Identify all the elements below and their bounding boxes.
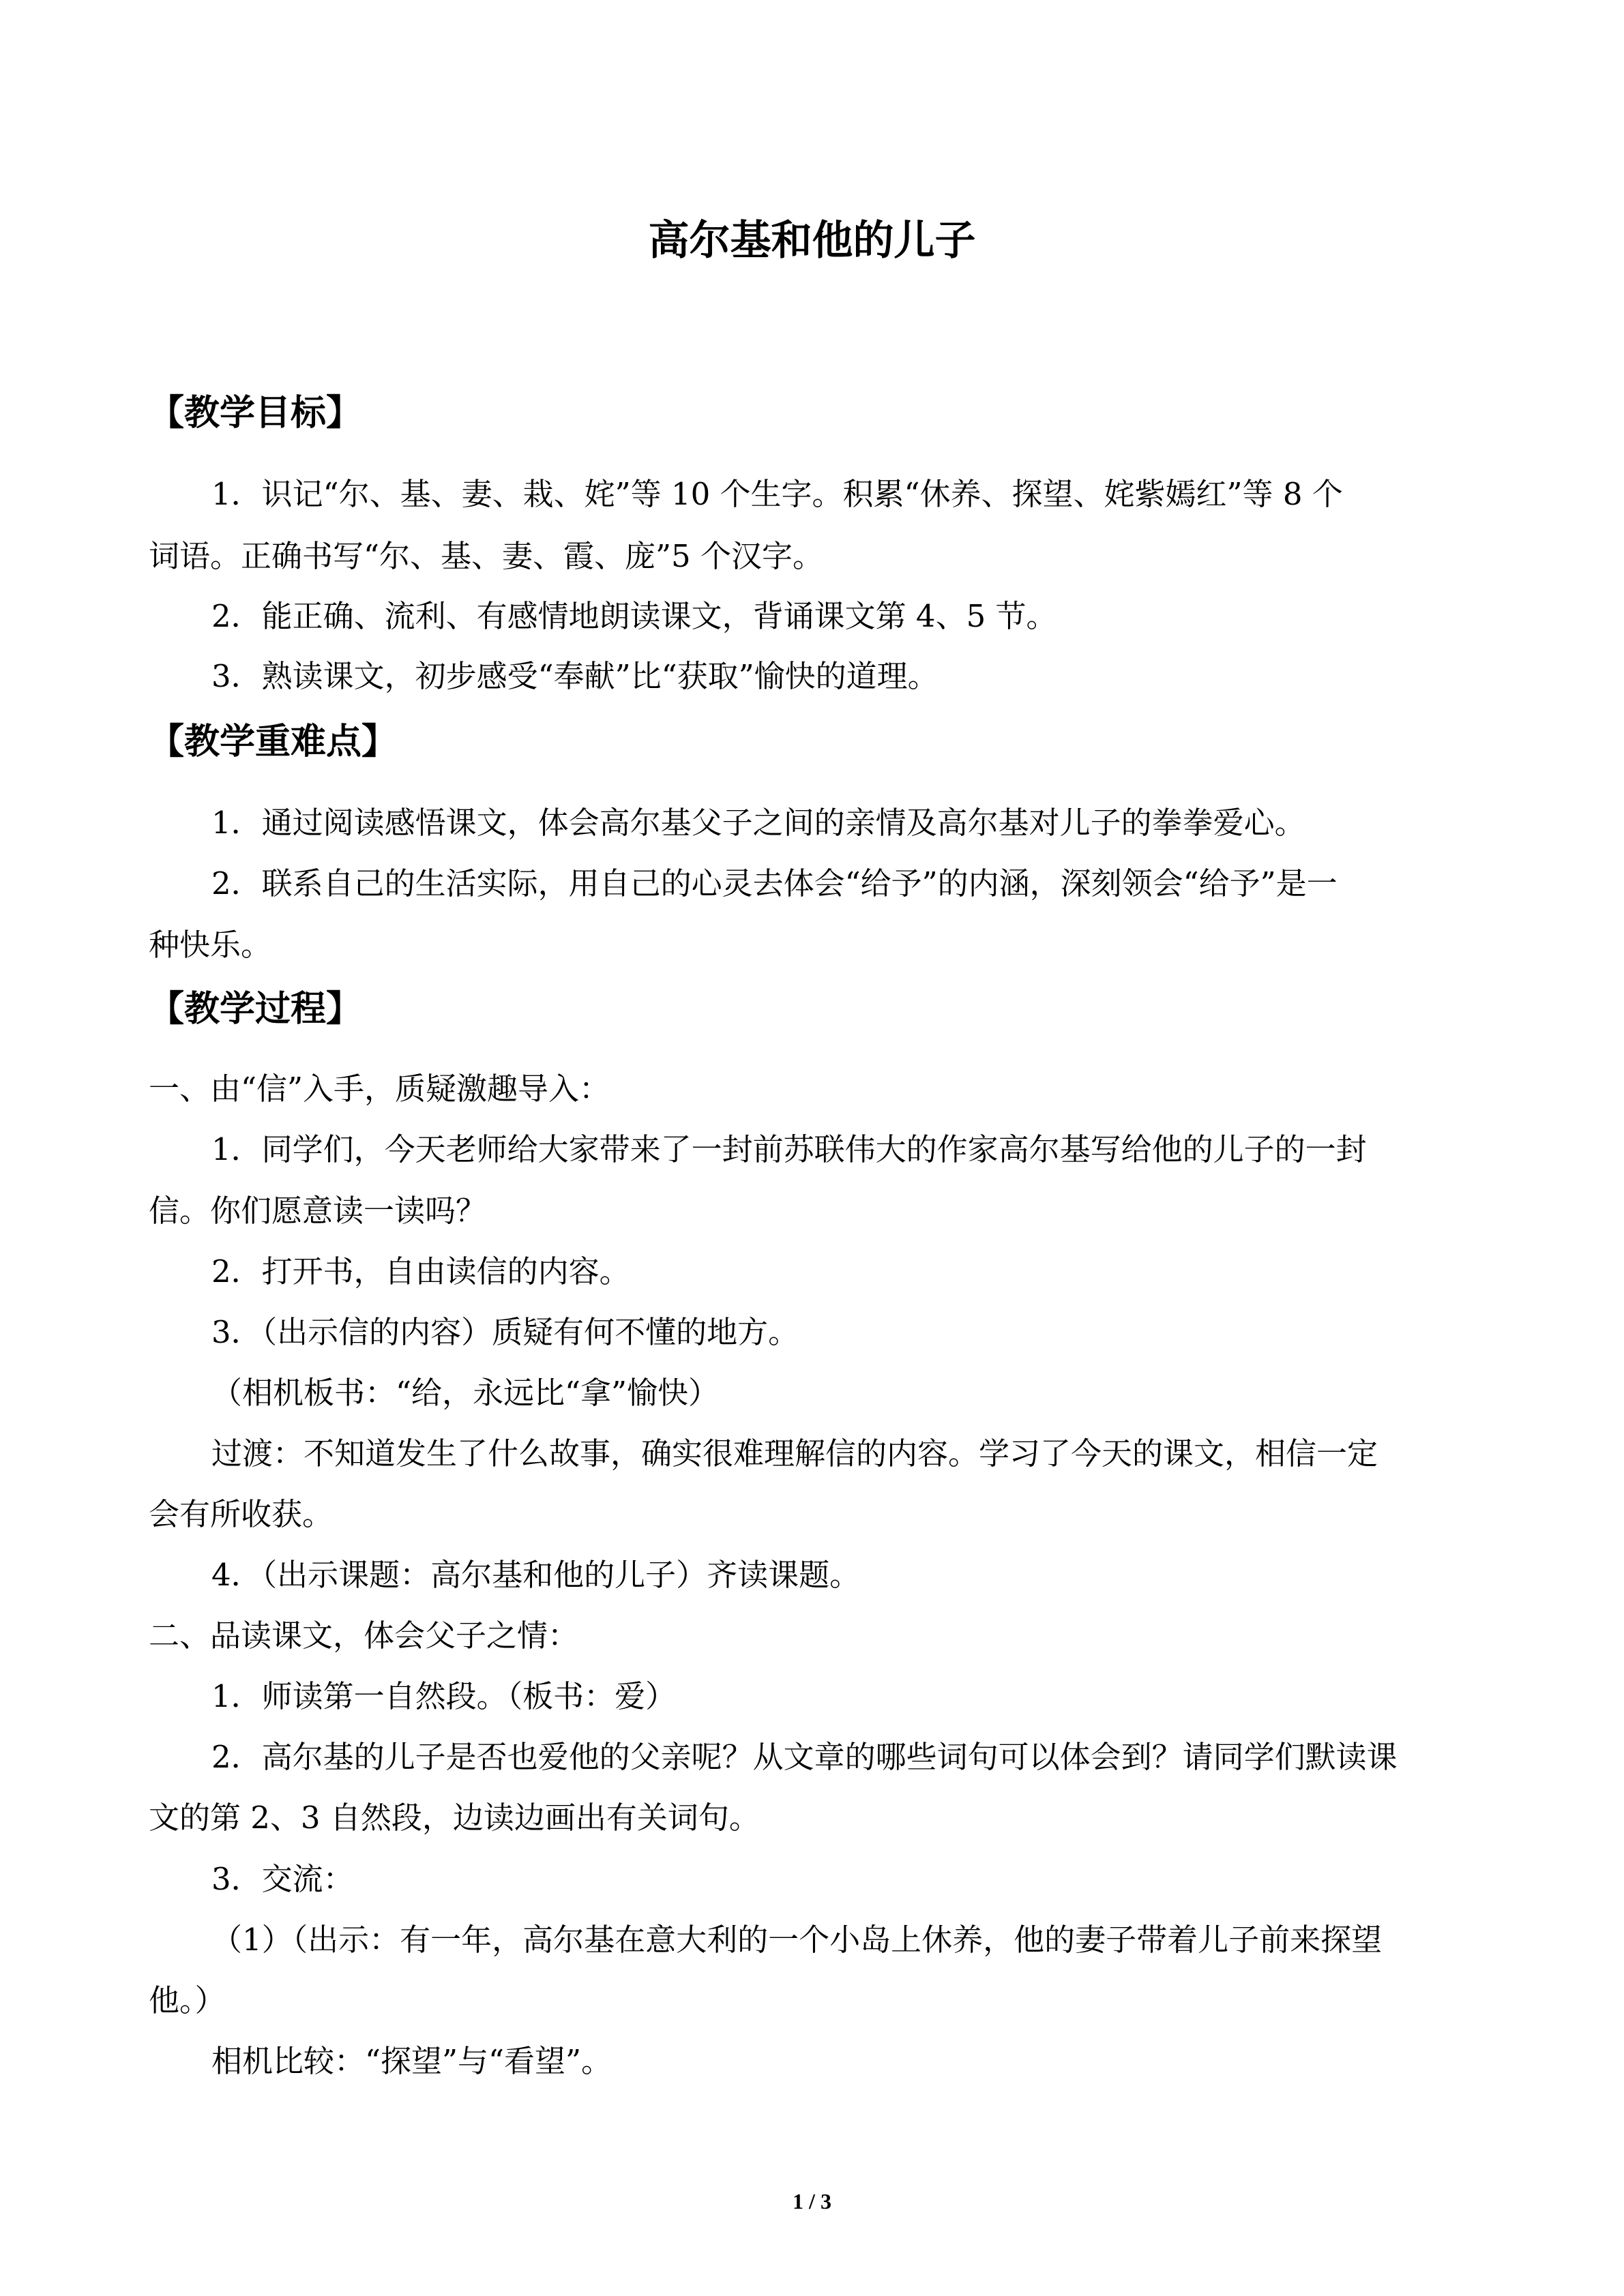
paragraph-line: 信。你们愿意读一读吗？ (149, 1193, 487, 1229)
paragraph-line: 2．联系自己的生活实际，用自己的心灵去体会“给予”的内涵，深刻领会“给予”是一 (211, 865, 1338, 901)
paragraph-line: （相机板书：“给，永远比“拿”愉快） (211, 1375, 720, 1411)
paragraph-line: 1．同学们，今天老师给大家带来了一封前苏联伟大的作家高尔基写给他的儿子的一封 (211, 1131, 1367, 1167)
paragraph-line: 1．识记“尔、基、妻、栽、姹”等 10 个生字。积累“休养、探望、姹紫嫣红”等 8 个 (211, 476, 1343, 512)
section-heading-process: 【教学过程】 (149, 989, 362, 1030)
paragraph-line: 4．（出示课题：高尔基和他的儿子）齐读课题。 (211, 1557, 861, 1593)
paragraph-line: 词语。正确书写“尔、基、妻、霞、庞”5 个汉字。 (149, 538, 823, 574)
paragraph-line: 2．打开书，自由读信的内容。 (211, 1253, 630, 1289)
paragraph-line: 文的第 2、3 自然段，边读边画出有关词句。 (149, 1800, 760, 1836)
paragraph-line: 3．熟读课文，初步感受“奉献”比“获取”愉快的道理。 (211, 658, 939, 694)
page-number: 1 / 3 (793, 2189, 831, 2213)
paragraph-line: 会有所收获。 (149, 1496, 334, 1532)
paragraph-line: 3．交流： (211, 1861, 354, 1897)
paragraph-line: 相机比较：“探望”与“看望”。 (211, 2043, 612, 2079)
paragraph-line: 1．师读第一自然段。（板书：爱） (211, 1678, 677, 1714)
paragraph-line: 过渡：不知道发生了什么故事，确实很难理解信的内容。学习了今天的课文，相信一定 (211, 1435, 1378, 1472)
section-heading-goals: 【教学目标】 (149, 393, 362, 434)
paragraph-line: 一、由“信”入手，质疑激趣导入： (149, 1071, 610, 1107)
paragraph-line: 3．（出示信的内容）质疑有何不懂的地方。 (211, 1314, 799, 1350)
paragraph-line: 他。） (149, 1982, 226, 2018)
paragraph-line: （1）（出示：有一年，高尔基在意大利的一个小岛上休养，他的妻子带着儿子前来探望 (211, 1922, 1383, 1958)
page-title: 高尔基和他的儿子 (648, 217, 976, 265)
paragraph-line: 1．通过阅读感悟课文，体会高尔基父子之间的亲情及高尔基对儿子的拳拳爱心。 (211, 805, 1305, 841)
paragraph-line: 2．高尔基的儿子是否也爱他的父亲呢？从文章的哪些词句可以体会到？请同学们默读课 (211, 1739, 1398, 1775)
section-heading-key-points: 【教学重难点】 (149, 721, 398, 762)
paragraph-line: 2．能正确、流利、有感情地朗读课文，背诵课文第 4、5 节。 (211, 598, 1057, 634)
paragraph-line: 种快乐。 (149, 927, 272, 963)
paragraph-line: 二、品读课文，体会父子之情： (149, 1617, 579, 1654)
